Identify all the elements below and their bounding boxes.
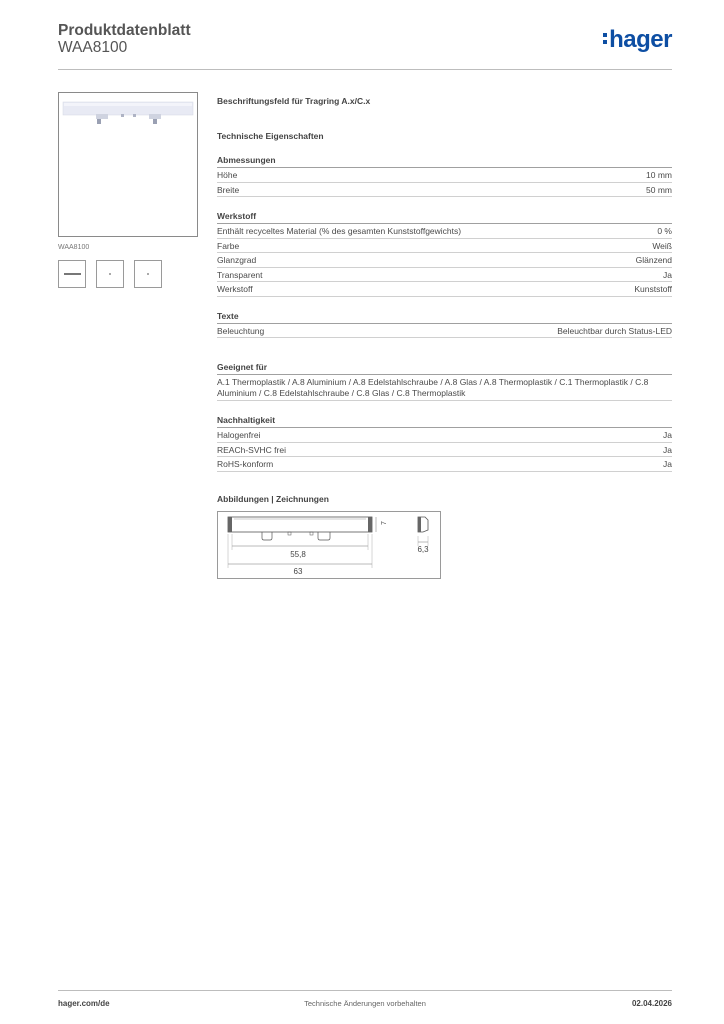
technical-drawing xyxy=(217,511,441,579)
section-title: Nachhaltigkeit xyxy=(217,415,672,428)
row-label: Halogenfrei xyxy=(217,430,261,440)
page-footer xyxy=(58,990,672,1008)
row-value: 50 mm xyxy=(646,184,672,195)
row-value: 0 % xyxy=(657,226,672,236)
table-row xyxy=(217,428,672,443)
row-label: Beleuchtung xyxy=(217,325,265,336)
table-row xyxy=(217,253,672,268)
properties-heading: Technische Eigenschaften xyxy=(217,131,324,141)
dimension-inner-label: 55,8 xyxy=(290,549,306,559)
image-caption: WAA8100 xyxy=(58,244,90,251)
row-value: Kunststoff xyxy=(634,284,672,294)
table-row xyxy=(217,224,672,239)
logo-text: hager xyxy=(609,26,672,53)
row-label: Transparent xyxy=(217,269,263,280)
row-value: Glänzend xyxy=(635,255,672,265)
section-sustainability xyxy=(217,415,672,472)
row-value: Weiß xyxy=(652,240,672,251)
dimension-height-label: 7 xyxy=(381,520,388,525)
product-images xyxy=(58,92,198,288)
table-row xyxy=(217,457,672,472)
row-label: REACh-SVHC frei xyxy=(217,444,286,455)
section-material xyxy=(217,211,672,297)
website-link[interactable]: hager.com/de xyxy=(58,999,110,1008)
datasheet-content xyxy=(217,92,672,579)
section-title: Werkstoff xyxy=(217,211,672,224)
row-label: Breite xyxy=(217,184,240,195)
table-row xyxy=(217,239,672,254)
dimension-total-label: 63 xyxy=(293,566,303,576)
row-value: Ja xyxy=(663,444,672,455)
suitable-list: A.1 Thermoplastik / A.8 Aluminium / A.8 Edelstahlschraube / A.8 Glas / A.8 Thermoplastik / C.1 Thermoplastik / C.8 Aluminium / C.8 Edelstahlschraube / C.8 Glas / C.8 Thermoplastik xyxy=(217,375,672,401)
thumbnail-side[interactable] xyxy=(96,260,124,288)
thumbnail-front[interactable] xyxy=(58,260,86,288)
row-value: Ja xyxy=(663,269,672,280)
page-header xyxy=(58,20,672,70)
section-suitable xyxy=(217,362,672,401)
footer-date: 02.04.2026 xyxy=(631,999,672,1008)
table-row xyxy=(217,183,672,198)
row-label: Enthält recyceltes Material (% des gesamten Kunststoffgewichts) xyxy=(217,226,462,236)
drawing-svg xyxy=(218,512,442,580)
row-label: Werkstoff xyxy=(217,284,253,294)
footer-notice: Technische Änderungen vorbehalten xyxy=(304,999,426,1008)
section-title: Abbildungen | Zeichnungen xyxy=(217,493,329,504)
document-title: Produktdatenblatt xyxy=(58,22,191,39)
section-title: Abmessungen xyxy=(217,155,672,168)
table-row xyxy=(217,168,672,183)
thumbnail-strip xyxy=(58,260,198,288)
table-row xyxy=(217,268,672,283)
row-value: Ja xyxy=(663,430,672,440)
dimension-depth-label: 6,3 xyxy=(417,544,429,554)
thumbnail-back[interactable] xyxy=(134,260,162,288)
row-label: RoHS-konform xyxy=(217,459,274,469)
row-label: Farbe xyxy=(217,240,240,251)
section-dimensions xyxy=(217,155,672,197)
section-texts xyxy=(217,311,672,339)
row-label: Glanzgrad xyxy=(217,255,257,265)
table-row xyxy=(217,324,672,339)
section-drawings xyxy=(217,494,672,579)
table-row xyxy=(217,282,672,297)
table-row xyxy=(217,443,672,458)
article-number: WAA8100 xyxy=(58,39,128,56)
row-value: Ja xyxy=(663,459,672,469)
row-label: Höhe xyxy=(217,170,238,180)
section-title: Texte xyxy=(217,311,672,324)
row-value: Beleuchtbar durch Status-LED xyxy=(557,325,672,336)
logo-colon-icon xyxy=(603,30,607,47)
product-photo-image xyxy=(59,93,197,236)
hager-logo xyxy=(603,26,672,54)
product-photo xyxy=(58,92,198,237)
product-name: Beschriftungsfeld für Tragring A.x/C.x xyxy=(217,96,371,106)
row-value: 10 mm xyxy=(646,170,672,180)
section-title: Geeignet für xyxy=(217,362,672,375)
